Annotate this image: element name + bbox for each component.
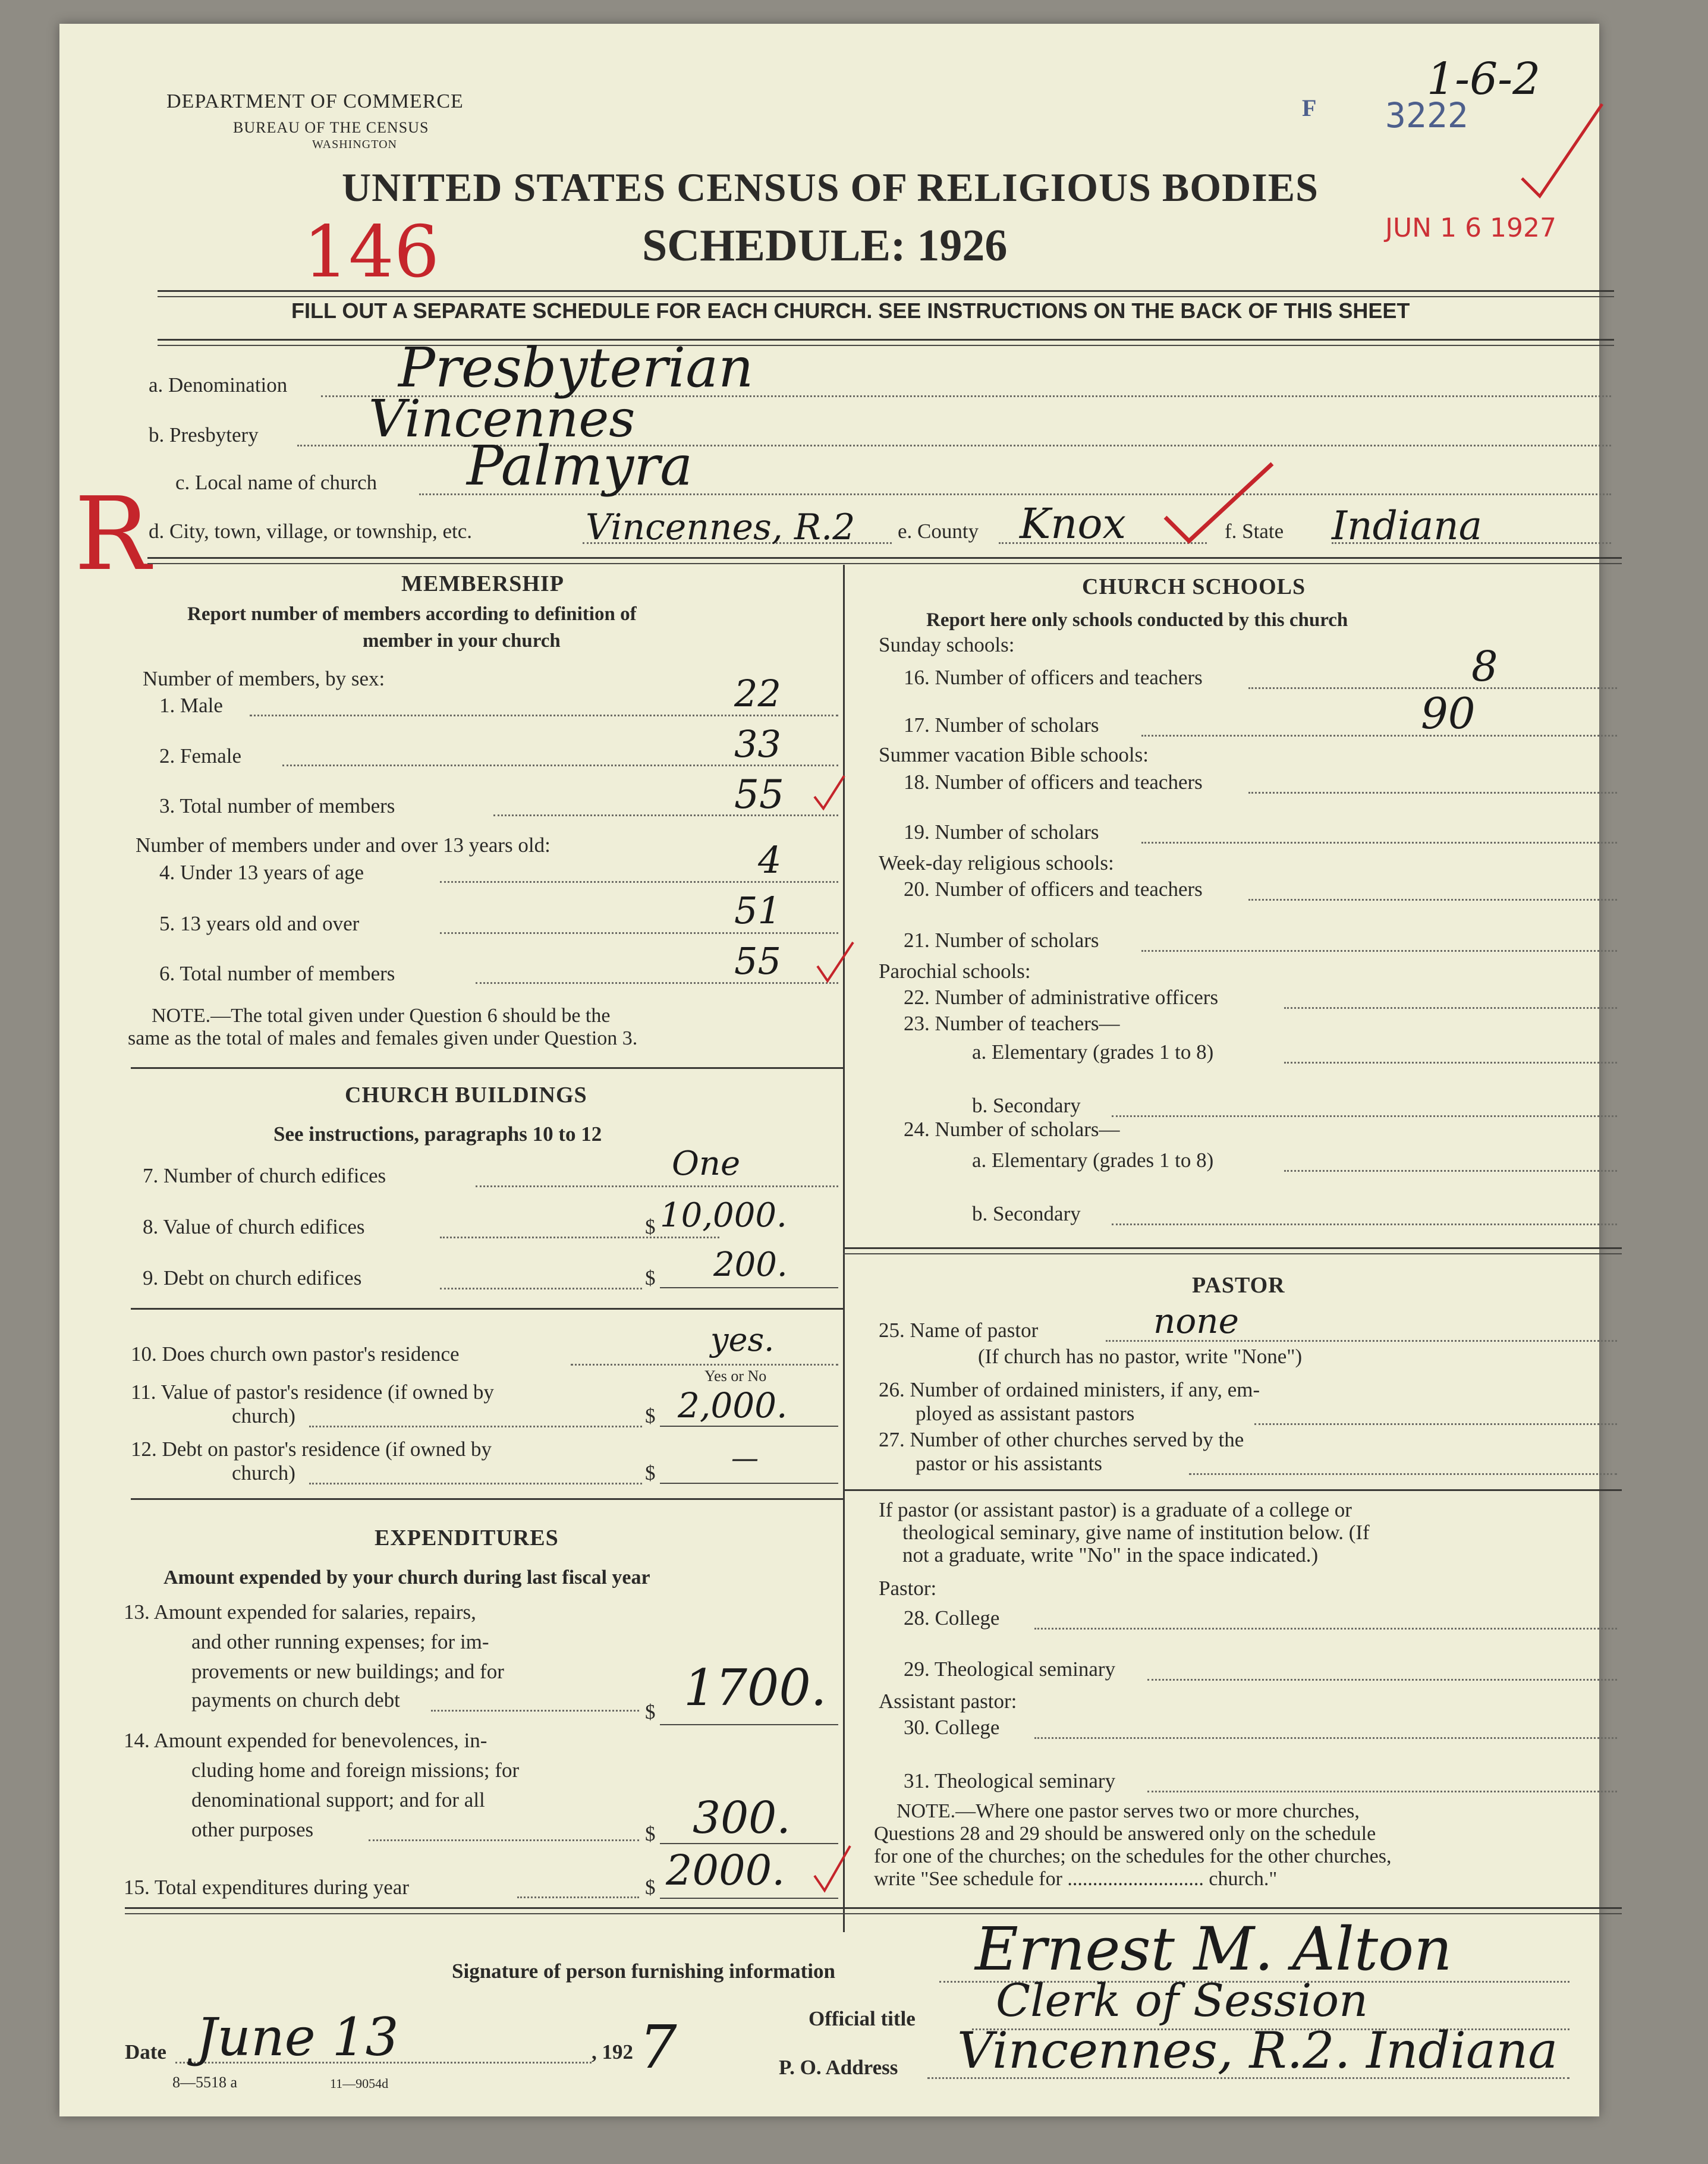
q16-value: 8 xyxy=(1471,642,1498,691)
q11-value: 2,000. xyxy=(678,1385,788,1426)
city-label-field: d. City, town, village, or township, etc. xyxy=(149,520,473,543)
check-mark-icon xyxy=(811,1843,853,1896)
form-title: UNITED STATES CENSUS OF RELIGIOUS BODIES xyxy=(342,165,1319,210)
q3-label: 3. Total number of members xyxy=(159,794,395,817)
q8-label: 8. Value of church edifices xyxy=(143,1215,365,1238)
print-code: 11—9054d xyxy=(330,2076,389,2091)
q13-line-b: and other running expenses; for im- xyxy=(191,1630,489,1653)
presbytery-label: b. Presbytery xyxy=(149,423,259,446)
check-mark-icon xyxy=(814,939,856,987)
q24b-label: b. Secondary xyxy=(972,1202,1081,1225)
year-digit: 7 xyxy=(639,2012,677,2082)
state-label: f. State xyxy=(1225,520,1284,543)
q12-label-a: 12. Debt on pastor's residence (if owned by xyxy=(131,1438,492,1461)
check-mark-icon xyxy=(811,773,847,814)
q28-label: 28. College xyxy=(904,1606,1000,1630)
pastor-note-3: for one of the churches; on the schedules for the other churches, xyxy=(874,1845,1392,1867)
county-label: e. County xyxy=(898,520,979,543)
q13-line-d: payments on church debt xyxy=(191,1688,400,1712)
pastor-note-4: write "See schedule for ........................... church." xyxy=(874,1868,1278,1890)
membership-note-1: NOTE.—The total given under Question 6 should be the xyxy=(152,1005,611,1027)
q20-label: 20. Number of officers and teachers xyxy=(904,877,1203,901)
q13-value: 1700. xyxy=(684,1659,827,1717)
pastor-note-1: NOTE.—Where one pastor serves two or more churches, xyxy=(897,1800,1360,1822)
schools-subtitle: Report here only schools conducted by this church xyxy=(926,609,1348,631)
weekday-schools-label: Week-day religious schools: xyxy=(879,851,1114,875)
q29-label: 29. Theological seminary xyxy=(904,1657,1116,1681)
q11-dollar: $ xyxy=(645,1404,656,1427)
summer-schools-label: Summer vacation Bible schools: xyxy=(879,743,1149,766)
expenditures-title: EXPENDITURES xyxy=(375,1526,559,1550)
q14-line-b: cluding home and foreign missions; for xyxy=(191,1759,520,1782)
q6-label: 6. Total number of members xyxy=(159,962,395,985)
membership-title: MEMBERSHIP xyxy=(401,571,564,596)
received-date-stamp: JUN 1 6 1927 xyxy=(1385,213,1557,243)
q7-label: 7. Number of church edifices xyxy=(143,1164,386,1187)
handwritten-number: 146 xyxy=(303,211,440,294)
pastor-title: PASTOR xyxy=(1192,1273,1285,1298)
q8-dollar: $ xyxy=(645,1215,656,1238)
sunday-schools-label: Sunday schools: xyxy=(879,633,1015,656)
q2-label: 2. Female xyxy=(159,744,242,768)
q25-label: 25. Name of pastor xyxy=(879,1319,1039,1342)
q11-label-b: church) xyxy=(232,1404,295,1427)
q16-label: 16. Number of officers and teachers xyxy=(904,666,1203,689)
q19-label: 19. Number of scholars xyxy=(904,820,1099,844)
q14-line-c: denominational support; and for all xyxy=(191,1788,485,1811)
q12-value: — xyxy=(731,1442,759,1474)
q26-line-b: ployed as assistant pastors xyxy=(916,1402,1135,1425)
year-prefix: , 192 xyxy=(592,2040,633,2064)
census-schedule-sheet xyxy=(59,24,1599,2116)
q21-label: 21. Number of scholars xyxy=(904,929,1099,952)
county-value: Knox xyxy=(1020,499,1126,548)
q17-label: 17. Number of scholars xyxy=(904,713,1099,737)
q23a-label: a. Elementary (grades 1 to 8) xyxy=(972,1040,1214,1064)
expenditures-subtitle: Amount expended by your church during last fiscal year xyxy=(163,1567,650,1589)
q15-value: 2000. xyxy=(666,1846,785,1895)
local-name-value: Palmyra xyxy=(467,434,693,498)
local-name-label: c. Local name of church xyxy=(175,471,378,494)
official-title-label: Official title xyxy=(809,2007,916,2030)
q4-label: 4. Under 13 years of age xyxy=(159,861,364,884)
members-by-age-label: Number of members under and over 13 years old: xyxy=(136,833,551,857)
graduate-note-2: theological seminary, give name of institution below. (If xyxy=(902,1521,1370,1544)
buildings-title: CHURCH BUILDINGS xyxy=(345,1083,587,1108)
city-value: Vincennes, R.2 xyxy=(586,507,855,548)
schedule-year: SCHEDULE: 1926 xyxy=(642,221,1008,270)
assistant-pastor-header: Assistant pastor: xyxy=(879,1690,1017,1713)
q15-dollar: $ xyxy=(645,1876,656,1899)
signature-label: Signature of person furnishing information xyxy=(452,1959,835,1983)
q9-label: 9. Debt on church edifices xyxy=(143,1266,362,1289)
denomination-value: Presbyterian xyxy=(398,336,754,400)
q18-label: 18. Number of officers and teachers xyxy=(904,770,1203,794)
q26-line-a: 26. Number of ordained ministers, if any, em- xyxy=(879,1378,1260,1401)
q27-line-a: 27. Number of other churches served by the xyxy=(879,1428,1244,1451)
q23-label: 23. Number of teachers— xyxy=(904,1012,1120,1035)
q7-value: One xyxy=(672,1144,741,1183)
q14-dollar: $ xyxy=(645,1822,656,1845)
q12-label-b: church) xyxy=(232,1461,295,1484)
q3-value: 55 xyxy=(734,772,784,817)
q9-dollar: $ xyxy=(645,1266,656,1289)
q14-value: 300. xyxy=(693,1792,791,1844)
q13-dollar: $ xyxy=(645,1700,656,1723)
presbytery-value: Vincennes xyxy=(369,389,636,449)
q13-line-a: 13. Amount expended for salaries, repairs, xyxy=(124,1600,476,1624)
membership-note-2: same as the total of males and females given under Question 3. xyxy=(128,1027,638,1049)
graduate-note-1: If pastor (or assistant pastor) is a graduate of a college or xyxy=(879,1498,1352,1521)
form-number: 8—5518 a xyxy=(172,2074,238,2091)
q24-label: 24. Number of scholars— xyxy=(904,1118,1120,1141)
q9-value: 200. xyxy=(713,1245,788,1284)
yes-no-hint: Yes or No xyxy=(704,1367,767,1385)
file-number-stamp: 3222 xyxy=(1385,95,1468,136)
membership-subtitle-2: member in your church xyxy=(363,630,561,652)
buildings-subtitle: See instructions, paragraphs 10 to 12 xyxy=(273,1122,602,1146)
q5-value: 51 xyxy=(734,889,781,932)
file-code: 1-6-2 xyxy=(1427,54,1541,105)
q10-label: 10. Does church own pastor's residence xyxy=(131,1342,460,1366)
state-value: Indiana xyxy=(1332,503,1483,549)
date-value: June 13 xyxy=(196,2006,399,2068)
q1-label: 1. Male xyxy=(159,694,223,717)
q25-value: none xyxy=(1153,1301,1239,1341)
pastor-note-2: Questions 28 and 29 should be answered only on the schedule xyxy=(874,1823,1376,1845)
q30-label: 30. College xyxy=(904,1716,1000,1739)
q1-value: 22 xyxy=(734,672,781,715)
pastor-header: Pastor: xyxy=(879,1577,937,1600)
q14-line-a: 14. Amount expended for benevolences, in- xyxy=(124,1729,487,1752)
q15-label: 15. Total expenditures during year xyxy=(124,1876,409,1899)
q25-note: (If church has no pastor, write "None") xyxy=(978,1345,1303,1368)
q22-label: 22. Number of administrative officers xyxy=(904,986,1219,1009)
q11-label-a: 11. Value of pastor's residence (if owned by xyxy=(131,1380,494,1404)
q27-line-b: pastor or his assistants xyxy=(916,1452,1103,1475)
q13-line-c: provements or new buildings; and for xyxy=(191,1660,504,1683)
check-mark-icon xyxy=(1516,101,1605,202)
q31-label: 31. Theological seminary xyxy=(904,1769,1116,1792)
official-title-value: Clerk of Session xyxy=(996,1974,1369,2027)
membership-subtitle-1: Report number of members according to definition of xyxy=(187,603,637,625)
denomination-label: a. Denomination xyxy=(149,373,288,397)
address-value: Vincennes, R.2. Indiana xyxy=(957,2021,1558,2080)
q14-line-d: other purposes xyxy=(191,1818,314,1841)
schools-title: CHURCH SCHOOLS xyxy=(1082,574,1306,599)
graduate-note-3: not a graduate, write "No" in the space indicated.) xyxy=(902,1543,1319,1567)
signature-value: Ernest M. Alton xyxy=(975,1914,1452,1984)
bureau-label: BUREAU OF THE CENSUS xyxy=(233,119,429,136)
parochial-schools-label: Parochial schools: xyxy=(879,960,1031,983)
q5-label: 5. 13 years old and over xyxy=(159,912,360,935)
address-label: P. O. Address xyxy=(779,2056,898,2079)
q6-value: 55 xyxy=(734,939,781,983)
instruction-banner: FILL OUT A SEPARATE SCHEDULE FOR EACH CHURCH. SEE INSTRUCTIONS ON THE BACK OF THIS SHEET xyxy=(291,298,1410,323)
department-label: DEPARTMENT OF COMMERCE xyxy=(166,90,464,112)
q10-value: yes. xyxy=(710,1321,775,1358)
margin-mark: R xyxy=(74,476,150,593)
q17-value: 90 xyxy=(1421,688,1476,738)
q23b-label: b. Secondary xyxy=(972,1094,1081,1117)
stamp-mark: F xyxy=(1302,95,1317,121)
q2-value: 33 xyxy=(734,722,781,766)
q8-value: 10,000. xyxy=(660,1196,787,1235)
q24a-label: a. Elementary (grades 1 to 8) xyxy=(972,1149,1214,1172)
q12-dollar: $ xyxy=(645,1461,656,1484)
date-label: Date xyxy=(125,2040,166,2064)
q4-value: 4 xyxy=(758,838,782,882)
city-label: WASHINGTON xyxy=(312,138,397,151)
members-by-sex-label: Number of members, by sex: xyxy=(143,667,385,690)
